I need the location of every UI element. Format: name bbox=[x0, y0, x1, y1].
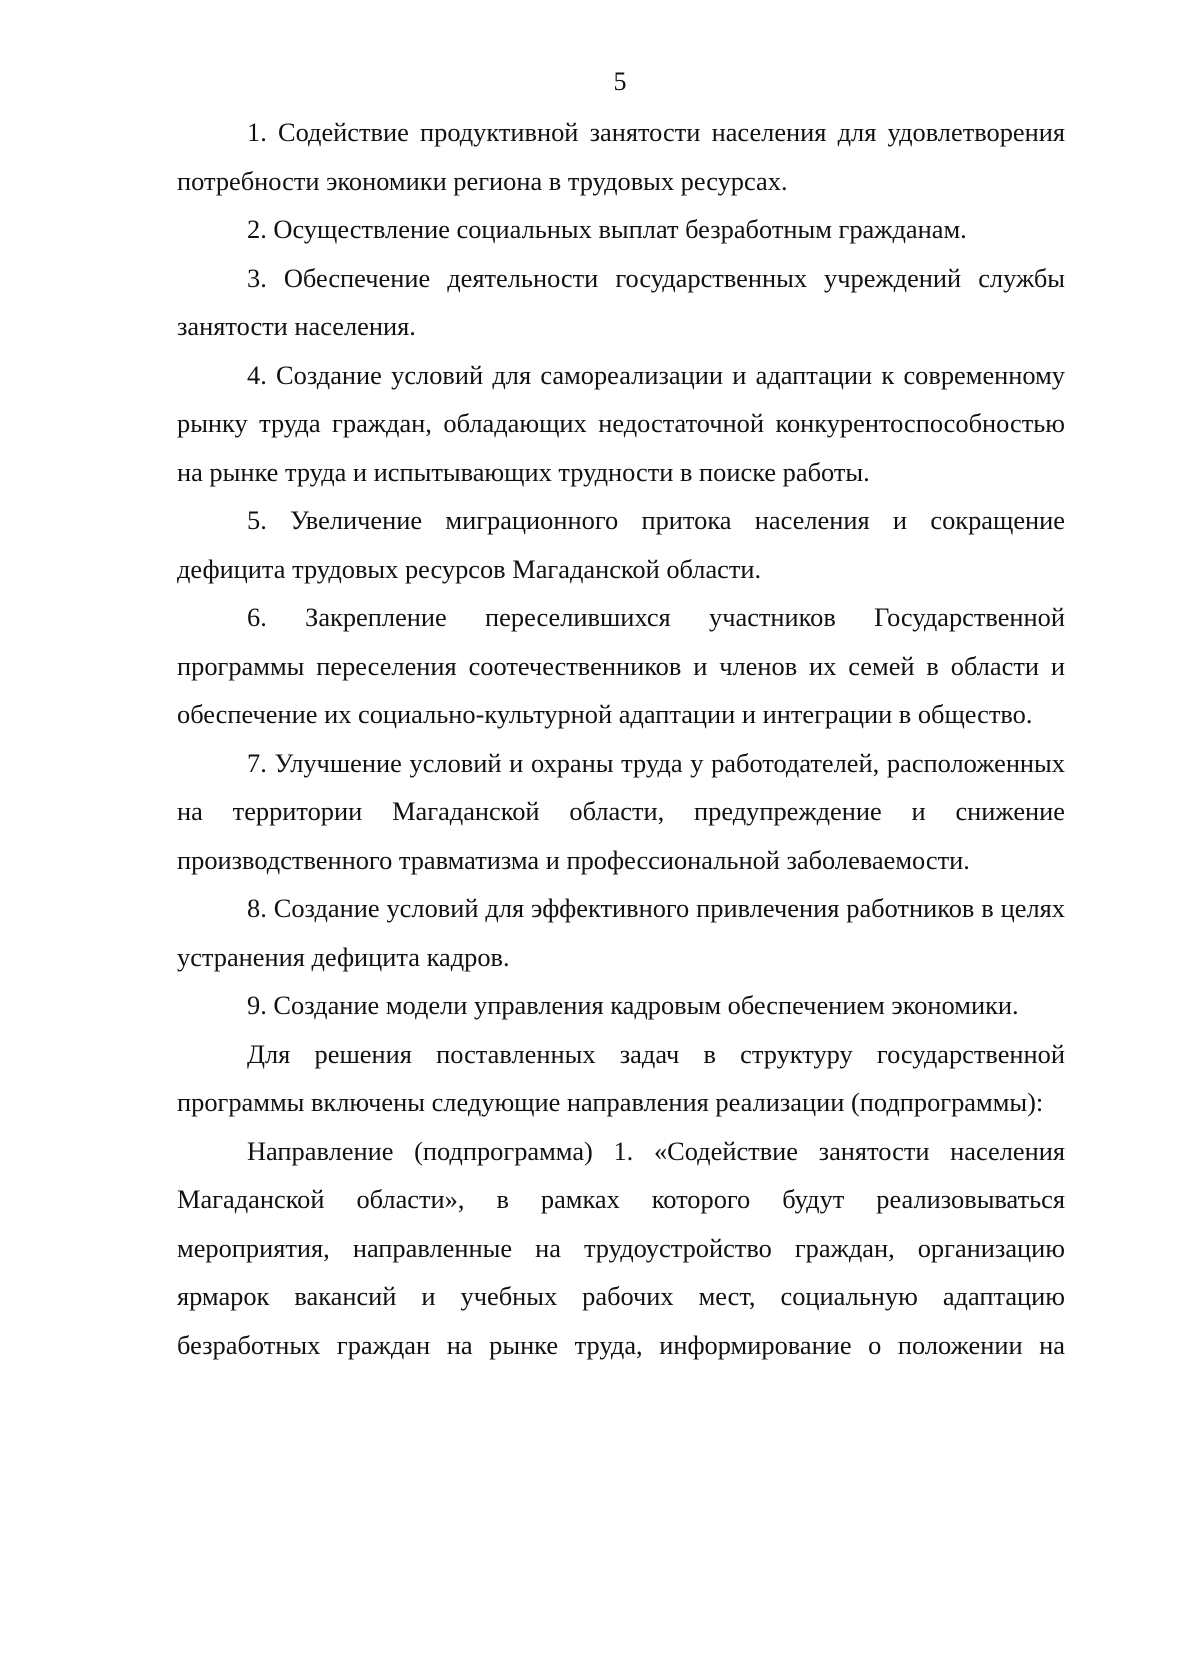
paragraph-task-2: 2. Осуществление социальных выплат безработным гражданам. bbox=[247, 214, 967, 244]
paragraph-task-8: 8. Создание условий для эффективного привлечения работников в целях устранения дефицита кадров. bbox=[177, 893, 1065, 972]
paragraph-task-6: 6. Закрепление переселившихся участников Государственной программы переселения соотечественников и членов их семей в области и обеспечение их социально-культурной адаптации и интеграции в общество. bbox=[177, 602, 1065, 729]
paragraph-task-4: 4. Создание условий для самореализации и адаптации к современному рынку труда граждан, обладающих недостаточной конкурентоспособностью на рынке труда и испытывающих трудности в поиске работы. bbox=[177, 359, 1065, 487]
paragraph-task-5: 5. Увеличение миграционного притока населения и сокращение дефицита трудовых ресурсов Магаданской области. bbox=[177, 505, 1065, 584]
paragraph-task-3: 3. Обеспечение деятельности государственных учреждений службы занятости населения. bbox=[177, 262, 1065, 341]
paragraph-task-9: 9. Создание модели управления кадровым обеспечением экономики. bbox=[247, 990, 1019, 1020]
paragraph-directions-intro: Для решения поставленных задач в структуру государственной программы включены следующие направления реализации (подпрограммы): bbox=[177, 1038, 1065, 1117]
document-body bbox=[177, 108, 1065, 1369]
page-number: 5 bbox=[613, 67, 627, 96]
paragraph-direction-1: Направление (подпрограмма) 1. «Содействие занятости населения Магаданской области», в рамках которого будут реализовываться мероприятия, направленные на трудоустройство граждан, организацию ярмарок вакансий и учебных рабочих мест, социальную адаптацию безработных граждан на рынке труда, информирование о положении на bbox=[177, 1135, 1065, 1360]
paragraph-task-1: 1. Содействие продуктивной занятости населения для удовлетворения потребности экономики региона в трудовых ресурсах. bbox=[177, 117, 1065, 196]
paragraph-task-7: 7. Улучшение условий и охраны труда у работодателей, расположенных на территории Магаданской области, предупреждение и снижение производственного травматизма и профессиональной заболеваемости. bbox=[177, 747, 1065, 875]
